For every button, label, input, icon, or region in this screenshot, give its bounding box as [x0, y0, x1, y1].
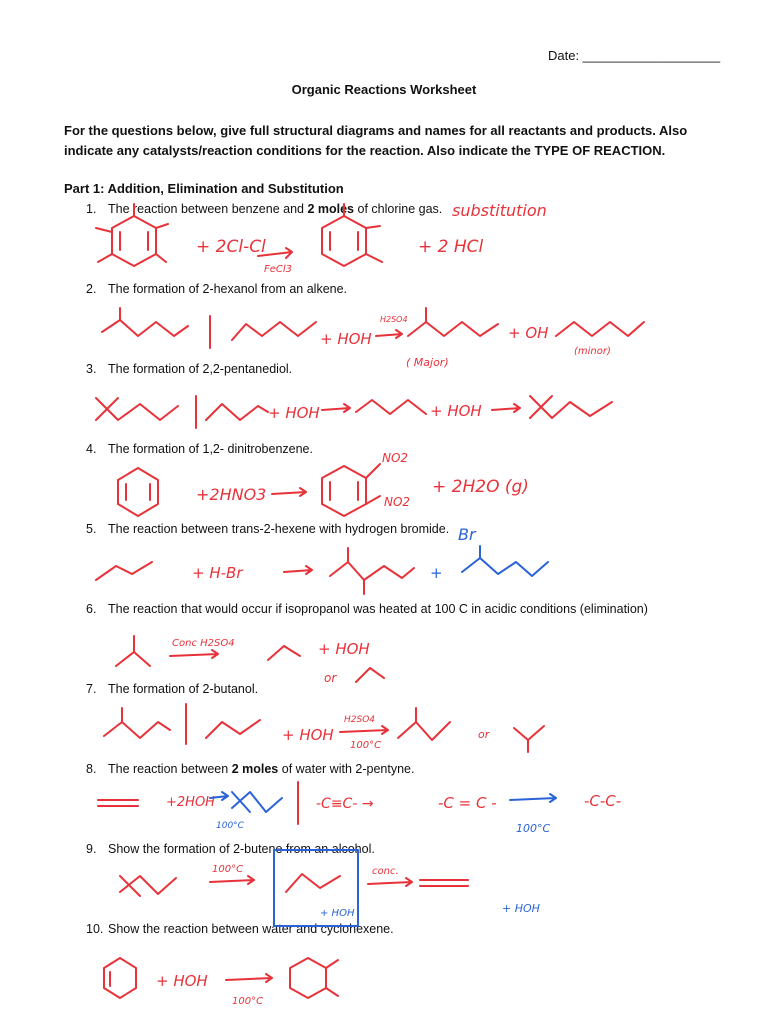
q4-product: + 2H2O (g) — [432, 477, 529, 497]
svg-text:-C = C -: -C = C - — [438, 794, 497, 812]
q8-reagent: +2HOH — [166, 795, 215, 810]
q9-conc: conc. — [372, 866, 399, 877]
q4-answer — [118, 451, 529, 516]
page-title: Organic Reactions Worksheet — [291, 82, 477, 97]
question-10: 10. Show the reaction between water and cyclohexene. — [86, 922, 394, 936]
svg-text:Br: Br — [458, 525, 476, 544]
q10-reagent: + HOH — [156, 972, 208, 990]
question-2: 2. The formation of 2-hexanol from an alkene. — [86, 282, 348, 296]
q6-product: + HOH — [318, 640, 370, 658]
svg-text:NO2: NO2 — [382, 451, 409, 465]
q2-answer — [102, 308, 644, 369]
question-9: 9. Show the formation of 2-butene from an alcohol. — [86, 842, 375, 856]
q7-temp: 100°C — [350, 740, 382, 751]
question-3: 3. The formation of 2,2-pentanediol. — [86, 362, 293, 376]
q2-plus: + OH — [508, 324, 549, 342]
instructions: For the questions below, give full structural diagrams and names for all reactants and products. Also indicate any catalysts/reaction conditions for the reaction. Also indicate the TYPE OF REACTION. — [64, 123, 688, 158]
q7-catalyst: H2SO4 — [344, 715, 376, 725]
q8-answer — [98, 782, 621, 835]
q3-answer — [96, 396, 612, 428]
q6-or: or — [324, 671, 337, 685]
q2-reagent: + HOH — [320, 330, 372, 348]
q5-plus: + — [430, 564, 443, 582]
q9-temp: 100°C — [212, 864, 244, 875]
q3-reagent-2: + HOH — [430, 402, 482, 420]
q6-catalyst: Conc H2SO4 — [172, 638, 235, 649]
question-1: 1. The reaction between benzene and 2 moles of chlorine gas. — [86, 202, 443, 216]
q1-product: + 2 HCl — [418, 237, 484, 257]
q10-answer — [104, 958, 338, 1007]
question-4: 4. The formation of 1,2- dinitrobenzene. — [86, 442, 313, 456]
q1-catalyst: FeCl3 — [264, 264, 293, 275]
q1-reagent: + 2Cl-Cl — [196, 237, 266, 257]
q1-reaction-type: substitution — [452, 201, 547, 220]
question-7: 7. The formation of 2-butanol. — [86, 682, 259, 696]
q2-minor: (minor) — [574, 346, 611, 357]
q7-reagent: + HOH — [282, 726, 334, 744]
svg-text:-C-C-: -C-C- — [584, 792, 622, 810]
q5-reagent: + H-Br — [192, 564, 243, 582]
q9-product: + HOH — [502, 902, 540, 915]
question-5: 5. The reaction between trans-2-hexene with hydrogen bromide. — [86, 522, 450, 536]
question-8: 8. The reaction between 2 moles of water with 2-pentyne. — [86, 762, 415, 776]
q7-answer — [104, 704, 544, 752]
q2-major: ( Major) — [406, 356, 449, 369]
svg-text:+ HOH: + HOH — [320, 908, 355, 919]
q2-catalyst: H2SO4 — [380, 315, 408, 324]
q10-temp: 100°C — [232, 996, 264, 1007]
svg-text:-C≡C- →: -C≡C- → — [316, 796, 374, 812]
q6-answer — [116, 636, 384, 685]
q3-reagent: + HOH — [268, 404, 320, 422]
svg-text:100°C: 100°C — [516, 822, 551, 835]
part-heading: Part 1: Addition, Elimination and Substitution — [64, 181, 344, 196]
q7-or: or — [478, 728, 490, 741]
date-field: Date: ___________________ — [548, 48, 721, 63]
q4-reagent: +2HNO3 — [196, 485, 267, 504]
question-6: 6. The reaction that would occur if isopropanol was heated at 100 C in acidic conditions (elimination) — [86, 602, 648, 616]
svg-text:NO2: NO2 — [384, 495, 411, 509]
q9-answer — [120, 850, 540, 926]
q8-temp: 100°C — [216, 821, 244, 831]
